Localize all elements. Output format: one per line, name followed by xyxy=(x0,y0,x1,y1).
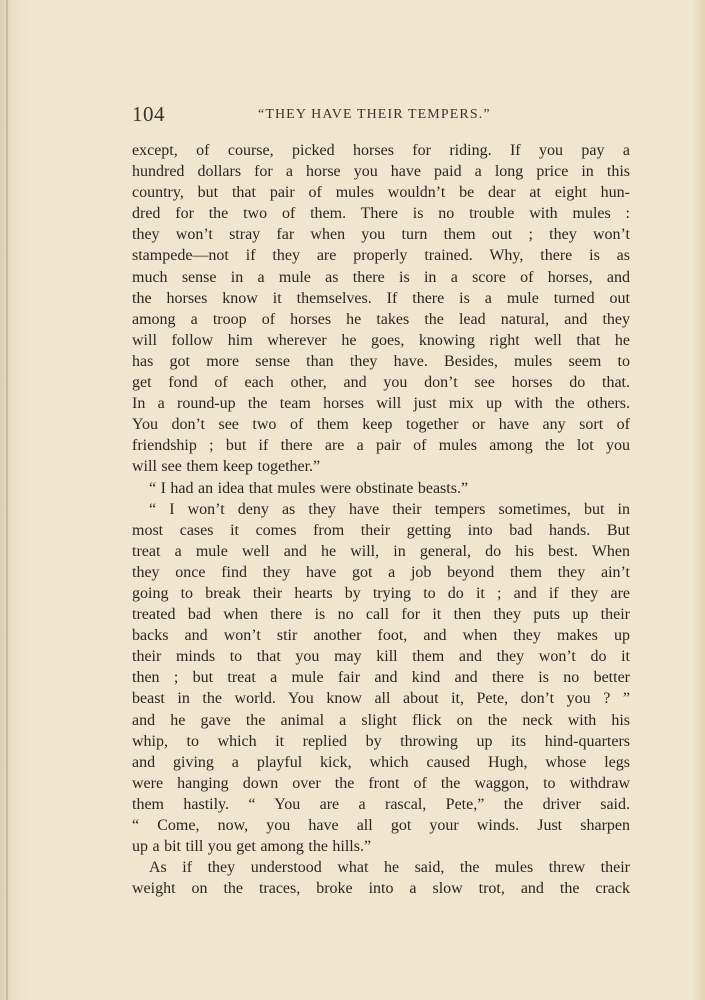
text-line: has got more sense than they have. Besides, mules seem to xyxy=(132,352,630,370)
text-line: them hastily. “ You are a rascal, Pete,” the driver said. xyxy=(132,795,630,813)
text-line: “ I had an idea that mules were obstinate beasts.” xyxy=(149,479,469,497)
text-line: and giving a playful kick, which caused Hugh, whose legs xyxy=(132,753,630,771)
text-line: dred for the two of them. There is no trouble with mules : xyxy=(132,205,630,223)
text-line: stampede—not if they are properly trained. Why, there is as xyxy=(132,247,630,265)
text-line: going to break their hearts by trying to do it ; and if they are xyxy=(132,584,630,602)
text-line: friendship ; but if there are a pair of mules among the lot you xyxy=(132,437,630,455)
text-line: the horses know it themselves. If there is a mule turned out xyxy=(132,289,630,307)
text-line: country, but that pair of mules wouldn’t be dear at eight hun- xyxy=(132,184,630,202)
text-line: among a troop of horses he takes the lead natural, and they xyxy=(132,310,630,328)
text-line: backs and won’t stir another foot, and when they makes up xyxy=(132,627,630,645)
text-line: get fond of each other, and you don’t see horses do that. xyxy=(132,374,630,392)
text-line: and he gave the animal a slight flick on the neck with his xyxy=(132,711,630,729)
text-line: In a round-up the team horses will just mix up with the others. xyxy=(132,395,630,413)
text-line: “ Come, now, you have all got your winds. Just sharpen xyxy=(132,817,630,834)
text-line: You don’t see two of them keep together or have any sort of xyxy=(132,416,630,434)
text-line: treat a mule well and he will, in general, do his best. When xyxy=(132,542,630,560)
text-line: up a bit till you get among the hills.” xyxy=(132,838,372,856)
text-line: much sense in a mule as there is in a score of horses, and xyxy=(132,268,630,286)
text-line: “ I won’t deny as they have their tempers sometimes, but in xyxy=(149,500,630,518)
page-number: 104 xyxy=(132,102,165,126)
text-line: will see them keep together.” xyxy=(132,458,321,476)
body-text xyxy=(132,140,630,899)
text-line: beast in the world. You know all about it, Pete, don’t you ? ” xyxy=(132,690,630,708)
running-title: “THEY HAVE THEIR TEMPERS.” xyxy=(258,107,491,122)
text-line: their minds to that you may kill them and they won’t do it xyxy=(132,648,630,666)
text-line: were hanging down over the front of the waggon, to withdraw xyxy=(132,774,630,792)
text-line: As if they understood what he said, the mules threw their xyxy=(149,859,630,877)
text-line: whip, to which it replied by throwing up its hind-quarters xyxy=(132,732,630,750)
text-line: treated bad when there is no call for it then they puts up their xyxy=(132,606,630,624)
text-line: then ; but treat a mule fair and kind and there is no better xyxy=(132,669,630,687)
text-line: they won’t stray far when you turn them out ; they won’t xyxy=(132,226,630,244)
text-line: hundred dollars for a horse you have paid a long price in this xyxy=(132,163,630,181)
text-line: except, of course, picked horses for riding. If you pay a xyxy=(132,142,630,159)
text-line: will follow him wherever he goes, knowing right well that he xyxy=(132,331,630,349)
text-line: they once find they have got a job beyond them they ain’t xyxy=(132,563,630,581)
page-header xyxy=(132,102,630,132)
page-spine-shadow xyxy=(6,0,8,1000)
text-line: weight on the traces, broke into a slow trot, and the crack xyxy=(132,880,630,898)
text-line: most cases it comes from their getting into bad hands. But xyxy=(132,521,630,539)
